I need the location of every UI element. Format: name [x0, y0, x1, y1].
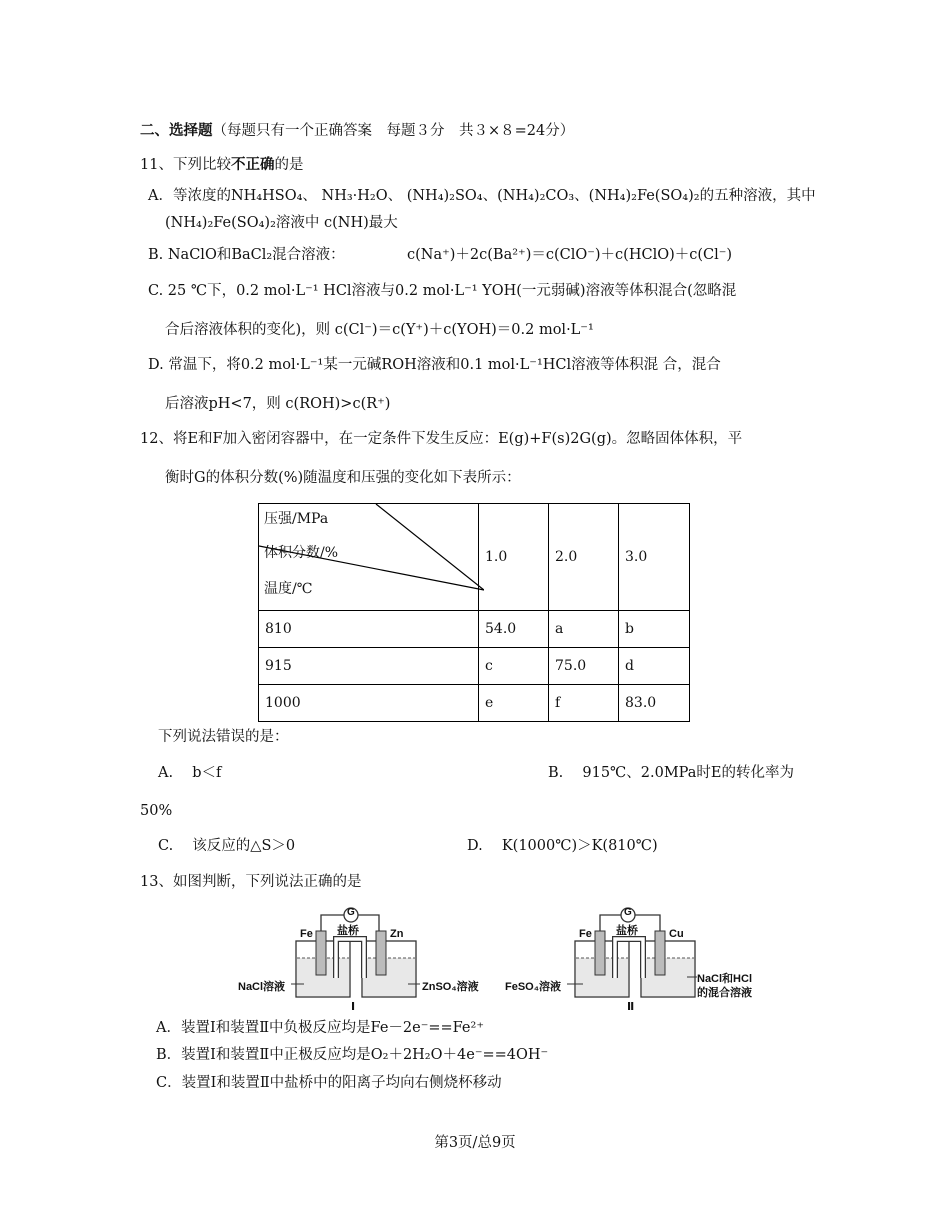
q13-stem: 13、如图判断，下列说法正确的是 — [140, 874, 362, 890]
table-cell: c — [479, 648, 549, 685]
galvanic-cell-1-drawing — [236, 903, 486, 1018]
table-row — [259, 685, 690, 722]
q12-option-a: A. b＜f — [158, 765, 222, 781]
table-row — [259, 648, 690, 685]
q12-stem-line2: 衡时G的体积分数(%)随温度和压强的变化如下表所示： — [165, 470, 521, 486]
q11-option-d-line2: 后溶液pH<7，则 c(ROH)>c(R⁺) — [165, 396, 391, 412]
section-heading — [140, 121, 574, 141]
left-electrode-label: Fe — [579, 928, 592, 940]
q11-option-c-line1: C. 25 ℃下，0.2 mol·L⁻¹ HCl溶液与0.2 mol·L⁻¹ YOH(一元弱碱)溶液等体积混合(忽略混 — [148, 283, 737, 299]
q11-stem — [140, 155, 303, 175]
galvanic-cell-2-drawing — [505, 903, 765, 1018]
table-cell: d — [619, 648, 690, 685]
q12-prompt: 下列说法错误的是： — [158, 729, 289, 745]
q11-stem-bold: 不正确 — [230, 156, 275, 173]
right-electrode-label: Cu — [669, 928, 684, 940]
table-col-header: 1.0 — [479, 504, 549, 611]
table-diagonal-header-cell — [259, 504, 479, 611]
q11-option-b-equation: c(Na⁺)＋2c(Ba²⁺)＝c(ClO⁻)＋c(HClO)＋c(Cl⁻) — [407, 247, 733, 263]
q12-option-d: D. K(1000℃)＞K(810℃) — [467, 838, 658, 854]
table-col-header: 2.0 — [549, 504, 619, 611]
left-solution-label: FeSO₄溶液 — [505, 981, 561, 993]
q13-option-c: C．装置Ⅰ和装置Ⅱ中盐桥中的阳离子均向右侧烧杯移动 — [156, 1075, 502, 1091]
right-electrode-label: Zn — [390, 928, 404, 940]
table-cell-temp: 915 — [259, 648, 479, 685]
device-label: Ⅱ — [627, 1001, 635, 1013]
q11-stem-suffix: 的是 — [274, 157, 304, 173]
galvanic-cell-figure-1 — [236, 903, 486, 1018]
table-row — [259, 611, 690, 648]
right-solution-label-line1: NaCl和HCl — [697, 973, 753, 985]
left-electrode-label: Fe — [300, 928, 313, 940]
table-header-fraction: 体积分数/% — [264, 545, 339, 561]
right-solution-label-line2: 的混合溶液 — [697, 987, 752, 999]
q11-option-b-label: B. NaClO和BaCl₂混合溶液： — [148, 247, 345, 263]
q12-option-b-continued: 50% — [140, 803, 173, 819]
table-cell: f — [549, 685, 619, 722]
q11-option-c-line2: 合后溶液体积的变化)，则 c(Cl⁻)＝c(Y⁺)＋c(YOH)＝0.2 mol·L⁻¹ — [165, 322, 594, 338]
salt-bridge-label: 盐桥 — [337, 925, 359, 937]
table-cell: 83.0 — [619, 685, 690, 722]
q11-option-a-line1: A．等浓度的NH₄HSO₄、 NH₃·H₂O、 (NH₄)₂SO₄、(NH₄)₂CO₃、(NH₄)₂Fe(SO₄)₂的五种溶液，其中 — [148, 188, 816, 204]
q13-option-b: B．装置Ⅰ和装置Ⅱ中正极反应均是O₂＋2H₂O＋4e⁻==4OH⁻ — [156, 1047, 549, 1063]
meter-g-label: G — [624, 907, 632, 918]
q12-data-table — [258, 503, 690, 722]
table-cell-temp: 810 — [259, 611, 479, 648]
q11-option-d-line1: D. 常温下，将0.2 mol·L⁻¹某一元碱ROH溶液和0.1 mol·L⁻¹HCl溶液等体积混 合，混合 — [148, 357, 721, 373]
table-cell-temp: 1000 — [259, 685, 479, 722]
q13-option-a: A．装置Ⅰ和装置Ⅱ中负极反应均是Fe－2e⁻==Fe²⁺ — [156, 1020, 484, 1036]
q11-stem-prefix: 11、下列比较 — [140, 157, 231, 173]
table-cell: 75.0 — [549, 648, 619, 685]
q12-stem-line1: 12、将E和F加入密闭容器中，在一定条件下发生反应：E(g)+F(s)2G(g)。忽略固体体积，平 — [140, 431, 743, 447]
table-cell: b — [619, 611, 690, 648]
table-col-header: 3.0 — [619, 504, 690, 611]
section-heading-part2: （每题只有一个正确答案 每题３分 共３×８=24分） — [212, 123, 575, 139]
meter-g-label: G — [347, 907, 355, 918]
section-heading-part1: 二、选择题 — [140, 122, 213, 139]
salt-bridge-label: 盐桥 — [616, 925, 638, 937]
left-solution-label: NaCl溶液 — [238, 981, 286, 993]
page-footer: 第3页/总9页 — [434, 1135, 516, 1151]
q12-option-c: C. 该反应的△S＞0 — [158, 838, 296, 854]
table-header-pressure: 压强/MPa — [264, 511, 329, 527]
q12-option-b: B. 915℃、2.0MPa时E的转化率为 — [548, 765, 795, 781]
table-cell: 54.0 — [479, 611, 549, 648]
galvanic-cell-figure-2 — [505, 903, 765, 1018]
right-solution-label: ZnSO₄溶液 — [422, 981, 479, 993]
table-cell: a — [549, 611, 619, 648]
table-cell: e — [479, 685, 549, 722]
table-header-temperature: 温度/℃ — [264, 581, 313, 597]
device-label: Ⅰ — [351, 1001, 356, 1013]
q11-option-a-line2: (NH₄)₂Fe(SO₄)₂溶液中 c(NH)最大 — [165, 215, 398, 231]
